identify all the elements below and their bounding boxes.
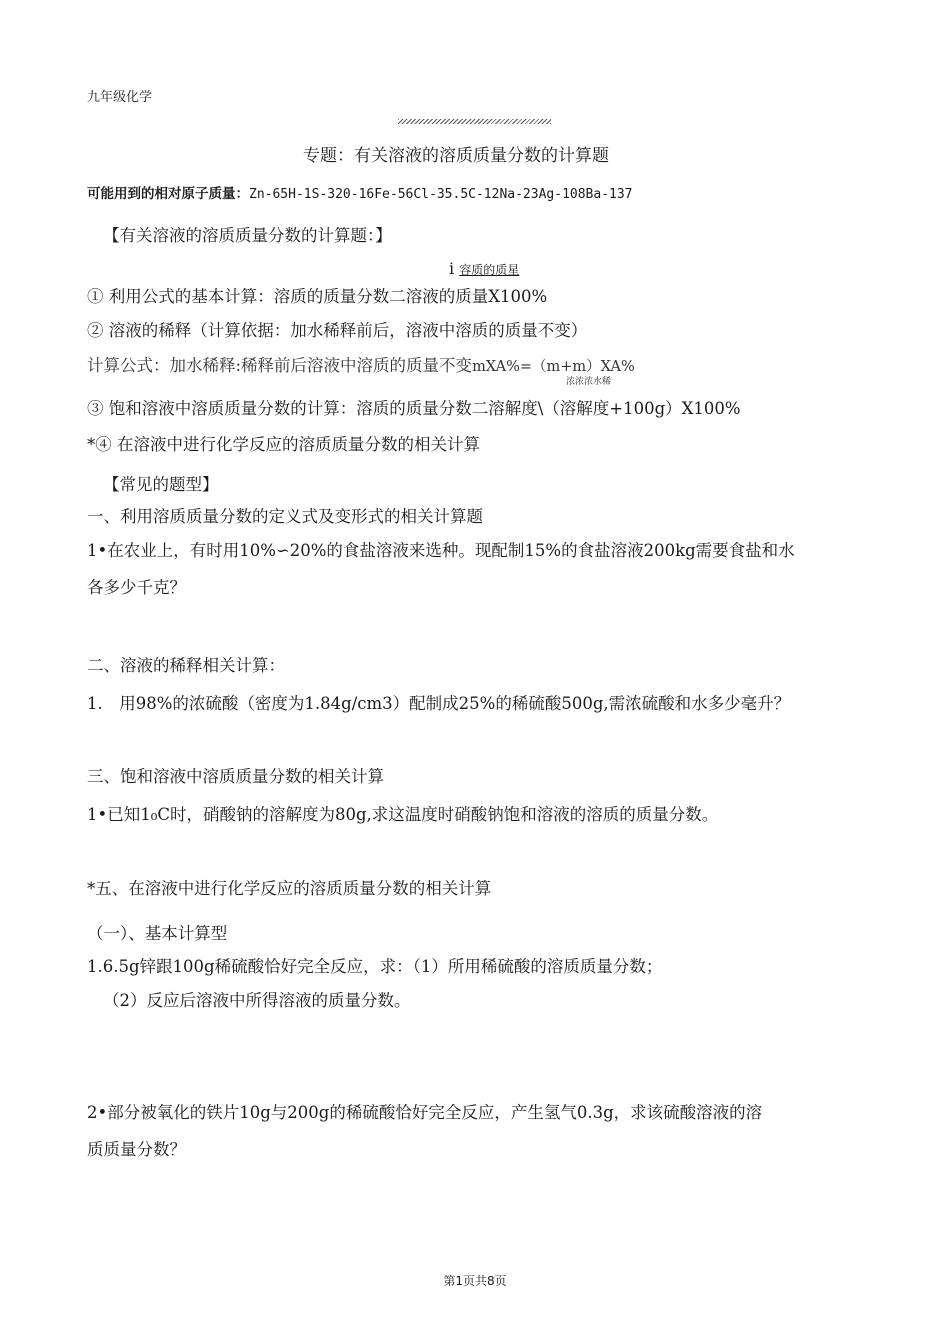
section-2-question-1: 1. 用98%的浓硫酸（密度为1.84g/cm3）配制成25%的稀硫酸500g,需浓硫酸和水多少毫升？ [87, 694, 791, 713]
section-5-question-2-line-2: 质质量分数？ [87, 1140, 186, 1159]
formula-note-mark: i [449, 259, 455, 278]
section-5-question-1-line-2: （2）反应后溶液中所得溶液的质量分数。 [103, 991, 411, 1010]
document-title: 专题：有关溶液的溶质质量分数的计算题 [303, 146, 609, 166]
section-1-question-1-line-2: 各多少千克？ [87, 578, 186, 597]
section-1-question-1-line-1: 1•在农业上，有时用10%∽20%的食盐溶液来选种。现配制15%的食盐溶液200kg需要食盐和水 [87, 541, 795, 560]
item-3-prefix: 计算公式：加水稀释:稀释前后溶液中溶质的质量不变 [87, 356, 473, 375]
section-2-heading: 二、溶液的稀释相关计算： [87, 656, 285, 675]
item-2: ② 溶液的稀释（计算依据：加水稀释前后，溶液中溶质的质量不变） [87, 321, 588, 340]
document-header: 九年级化学 [87, 90, 153, 105]
section-5-question-2-line-1: 2•部分被氧化的铁片10g与200g的稀硫酸恰好完全反应，产生氢气0.3g，求该硫酸溶液的溶 [87, 1103, 763, 1122]
types-heading: 【常见的题型】 [103, 475, 219, 494]
section-heading: 【有关溶液的溶质质量分数的计算题：】 [103, 226, 392, 245]
atomic-masses-line [87, 182, 633, 202]
formula-note-text: 容质的质星 [459, 263, 520, 277]
item-3-formula: mXA%=（m+m）XA% [472, 359, 635, 375]
atomic-masses-label: 可能用到的相对原子质量： [87, 186, 249, 202]
decorative-rule [398, 119, 551, 124]
item-3-subscripts: 浓浓浓水稀 [566, 377, 612, 387]
page-footer: 第1页共8页 [443, 1274, 507, 1288]
section-3-heading: 三、饱和溶液中溶质质量分数的相关计算 [87, 767, 384, 786]
item-3 [87, 352, 635, 376]
section-5-question-1-line-1: 1.6.5g锌跟100g稀硫酸恰好完全反应，求：（1）所用稀硫酸的溶质质量分数； [87, 957, 663, 976]
section-3-question-1: 1•已知1₀C时，硝酸钠的溶解度为80g,求这温度时硝酸钠饱和溶液的溶质的质量分数。 [87, 805, 719, 824]
formula-note [449, 259, 519, 278]
section-1-heading: 一、利用溶质质量分数的定义式及变形式的相关计算题 [87, 507, 483, 526]
atomic-masses-values: Zn-65H-1S-320-16Fe-56Cl-35.5C-12Na-23Ag-108Ba-137 [249, 187, 633, 202]
section-5-sub-heading: （一）、基本计算型 [87, 924, 228, 943]
item-5: *④ 在溶液中进行化学反应的溶质质量分数的相关计算 [87, 435, 480, 454]
item-1: ① 利用公式的基本计算：溶质的质量分数二溶液的质量X100% [87, 287, 548, 306]
item-4: ③ 饱和溶液中溶质质量分数的计算：溶质的质量分数二溶解度\（溶解度+100g）X100% [87, 399, 741, 418]
section-5-heading: *五、在溶液中进行化学反应的溶质质量分数的相关计算 [87, 879, 492, 898]
